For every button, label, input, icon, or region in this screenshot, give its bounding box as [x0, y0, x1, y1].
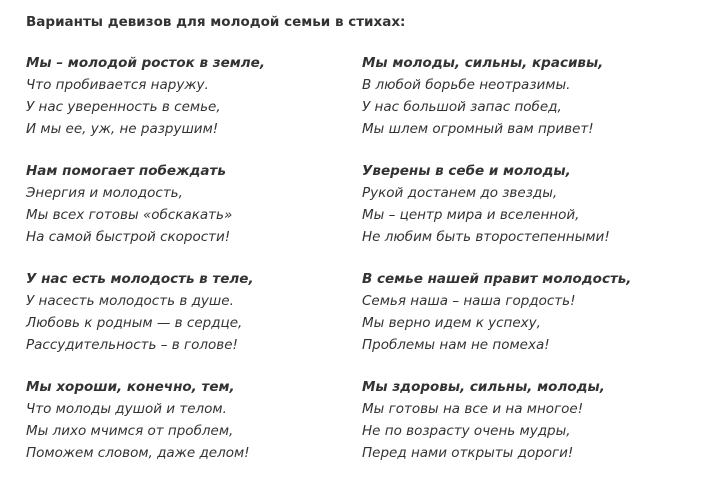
poem-line: Мы верно идем к успеху,	[362, 315, 541, 331]
right-column	[362, 52, 702, 484]
poem-first-line: Уверены в себе и молоды,	[362, 163, 571, 179]
poem-line: Мы шлем огромный вам привет!	[362, 121, 594, 137]
poem-first-line: Нам помогает побеждать	[26, 163, 226, 179]
poem-line: Перед нами открыты дороги!	[362, 445, 574, 461]
poem-stanza	[26, 268, 366, 376]
poem-stanza	[362, 376, 702, 484]
poem-line: У насесть молодость в душе.	[26, 293, 234, 309]
poem-line: В любой борьбе неотразимы.	[362, 77, 571, 93]
poem-first-line: Мы здоровы, сильны, молоды,	[362, 379, 605, 395]
poem-line: Мы всех готовы «обскакать»	[26, 207, 233, 223]
poem-stanza	[26, 160, 366, 268]
poem-line: Мы – центр мира и вселенной,	[362, 207, 580, 223]
poem-line: Энергия и молодость,	[26, 185, 183, 201]
poem-stanza	[26, 376, 366, 484]
poem-line: Рукой достанем до звезды,	[362, 185, 558, 201]
poem-first-line: В семье нашей правит молодость,	[362, 271, 632, 287]
poem-line: И мы ее, уж, не разрушим!	[26, 121, 219, 137]
poem-line: Рассудительность – в голове!	[26, 337, 238, 353]
poem-line: Не по возрасту очень мудры,	[362, 423, 571, 439]
poem-line: Поможем словом, даже делом!	[26, 445, 250, 461]
poem-line: Что молоды душой и телом.	[26, 401, 227, 417]
poem-stanza	[362, 52, 702, 160]
poem-line: Мы готовы на все и на многое!	[362, 401, 584, 417]
poem-line: Любовь к родным — в сердце,	[26, 315, 243, 331]
poem-line: Проблемы нам не помеха!	[362, 337, 550, 353]
poem-stanza	[362, 160, 702, 268]
poem-line: Семья наша – наша гордость!	[362, 293, 576, 309]
left-column	[26, 52, 366, 484]
poem-line: Что пробивается наружу.	[26, 77, 209, 93]
poem-first-line: Мы хороши, конечно, тем,	[26, 379, 235, 395]
poem-stanza	[362, 268, 702, 376]
poem-line: У нас большой запас побед,	[362, 99, 562, 115]
poem-line: Не любим быть второстепенными!	[362, 229, 610, 245]
poem-first-line: У нас есть молодость в теле,	[26, 271, 254, 287]
poem-first-line: Мы – молодой росток в земле,	[26, 55, 265, 71]
poem-line: На самой быстрой скорости!	[26, 229, 231, 245]
poem-line: Мы лихо мчимся от проблем,	[26, 423, 234, 439]
section-heading: Варианты девизов для молодой семьи в стихах:	[26, 14, 406, 30]
poem-first-line: Мы молоды, сильны, красивы,	[362, 55, 604, 71]
poem-stanza	[26, 52, 366, 160]
poem-line: У нас уверенность в семье,	[26, 99, 221, 115]
